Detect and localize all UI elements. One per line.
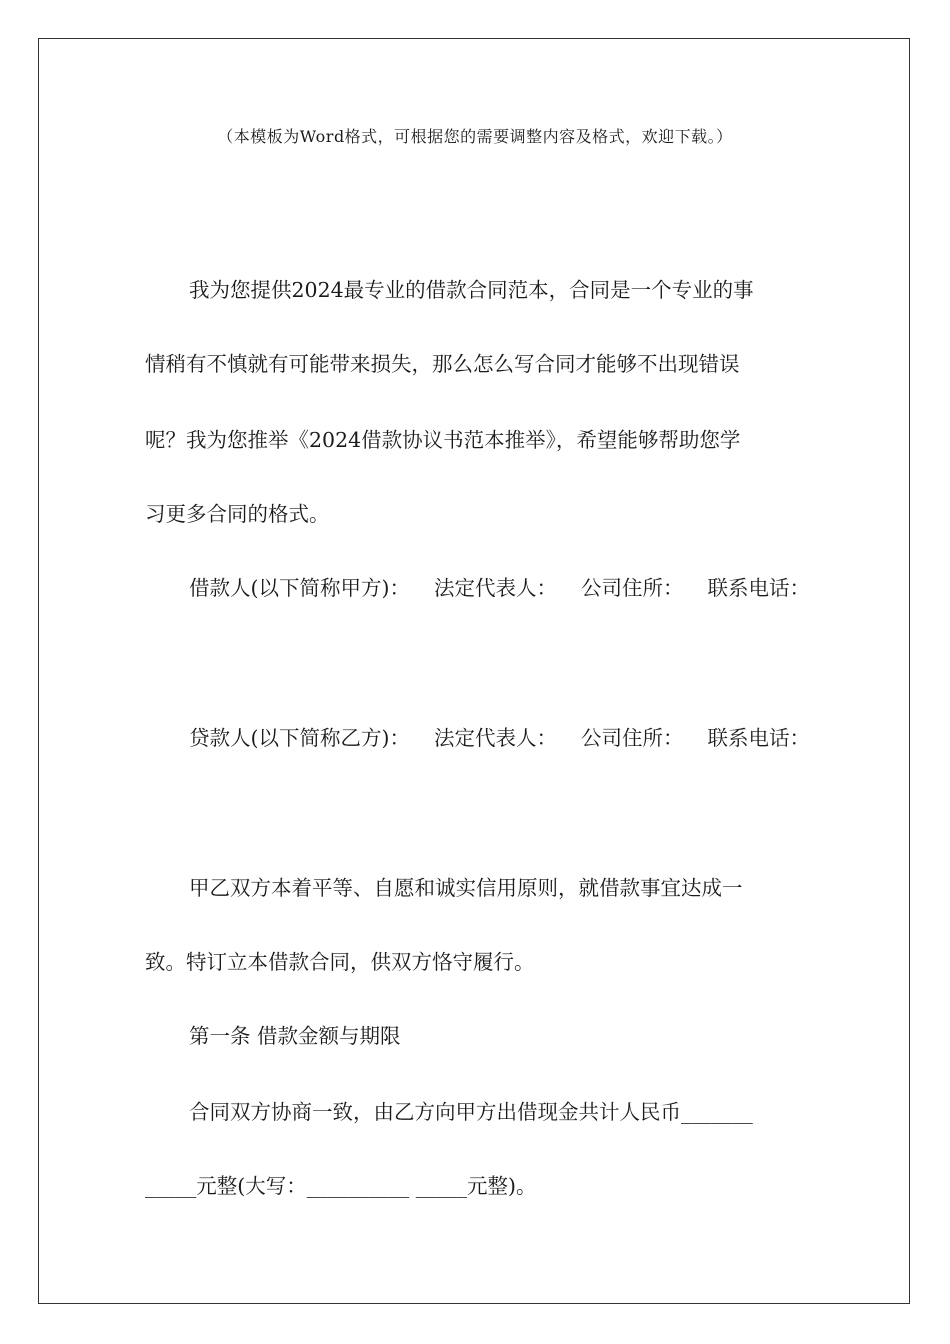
lender-address: 公司住所： — [581, 726, 684, 750]
lender-phone: 联系电话： — [707, 726, 810, 750]
lender-label: 贷款人(以下简称乙方)： — [189, 726, 410, 750]
borrower-label: 借款人(以下简称甲方)： — [189, 576, 410, 600]
article1-line-1: 合同双方协商一致，由乙方向甲方出借现金共计人民币_______ — [189, 1100, 753, 1124]
lender-info — [189, 724, 810, 752]
intro-line-4: 习更多合同的格式。 — [145, 502, 330, 526]
borrower-address: 公司住所： — [581, 576, 684, 600]
agreement-line-1: 甲乙双方本着平等、自愿和诚实信用原则，就借款事宜达成一 — [189, 876, 743, 900]
article1-title: 第一条 借款金额与期限 — [189, 1024, 401, 1048]
borrower-info — [189, 574, 810, 602]
agreement-line-2: 致。特订立本借款合同，供双方恪守履行。 — [145, 950, 535, 974]
article1-line-2: _____元整(大写：__________ _____元整)。 — [145, 1174, 537, 1198]
borrower-rep: 法定代表人： — [434, 576, 557, 600]
intro-line-1: 我为您提供2024最专业的借款合同范本，合同是一个专业的事 — [189, 278, 754, 302]
lender-rep: 法定代表人： — [434, 726, 557, 750]
template-note: （本模板为Word格式，可根据您的需要调整内容及格式，欢迎下载。） — [217, 127, 733, 146]
intro-line-2: 情稍有不慎就有可能带来损失，那么怎么写合同才能够不出现错误 — [145, 352, 740, 376]
intro-line-3: 呢？我为您推举《2024借款协议书范本推举》，希望能够帮助您学 — [145, 428, 741, 452]
borrower-phone: 联系电话： — [707, 576, 810, 600]
